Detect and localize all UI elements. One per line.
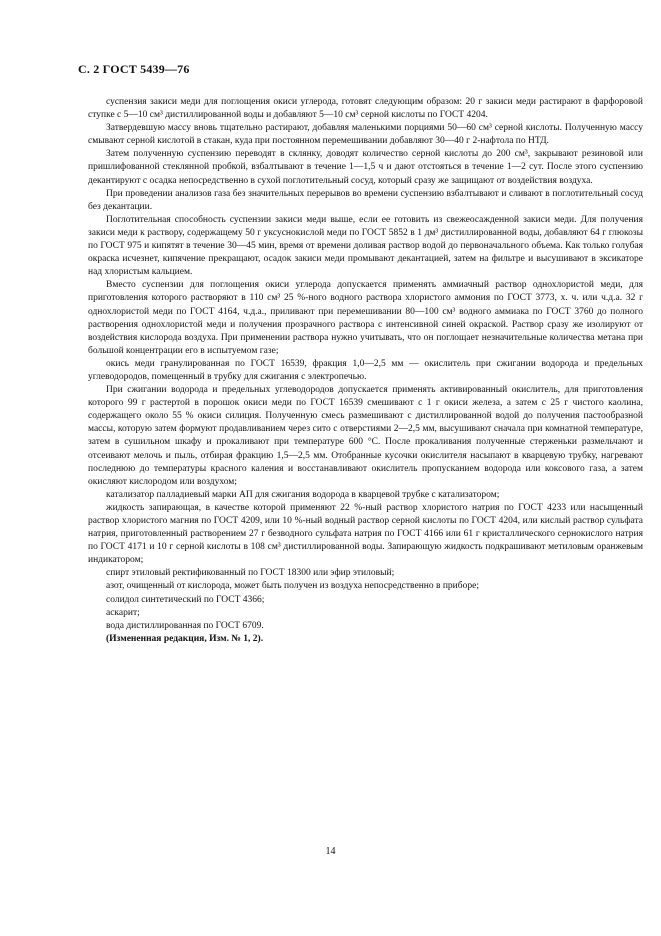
paragraph: При сжигании водорода и предельных углеводородов допускается применять активированный окислитель, для приготовления которого 99 г растертой в порошок окиси меди по ГОСТ 16539 смешивают с 1 г окиси железа, а затем с 25 г чистого каолина, содержащего около 55 % окиси силиция. Полученную смесь размешивают с дистиллированной водой до получения пастообразной массы, которую затем формуют продавливанием через сито с отверстиями 2—2,5 мм, высушивают сначала при комнатной температуре, затем в сушильном шкафу и прокаливают при температуре 600 °С. После прокаливания полученные стерженьки размельчают и отсеивают мелочь и пыль, отбирая фракцию 1,5—2,5 мм. Отобранные кусочки окислителя насыпают в кварцевую трубку, нагревают последнюю до температуры красного каления и восстанавливают окислитель пропусканием водорода или коксового газа, а затем окисляют кислородом или воздухом; [88,385,643,487]
paragraph: катализатор палладиевый марки АП для сжигания водорода в кварцевой трубке с катализатором; [106,489,500,500]
revision-note: (Измененная редакция, Изм. № 1, 2). [106,633,264,644]
list-item: азот, очищенный от кислорода, может быть получен из воздуха непосредственно в приборе; [106,581,479,592]
list-item: аскарит; [106,607,140,618]
page-header: С. 2 ГОСТ 5439—76 [78,62,190,76]
paragraph: Затвердевшую массу вновь тщательно растирают, добавляя маленькими порциями 50—60 см³ серной кислоты. Полученную массу смывают серной кислотой в стакан, куда при постоянном перемешивании добавляют 30—40 г 2-нафтола по НТД. [88,123,643,147]
paragraph: жидкость запирающая, в качестве которой применяют 22 %-ный раствор хлористого натрия по ГОСТ 4233 или насыщенный раствор хлористого магния по ГОСТ 4209, или 10 %-ный водный раствор серной кислоты по ГОСТ 4204, или кислый раствор сульфата натрия, приготовленный растворением 27 г безводного сульфата натрия по ГОСТ 4166 или 61 г кристаллического сернокислого натрия по ГОСТ 4171 и 10 г серной кислоты в 108 см³ дистиллированной воды. Запирающую жидкость подкрашивают метиловым оранжевым индикатором; [88,502,643,566]
list-item: вода дистиллированная по ГОСТ 6709. [106,620,264,631]
paragraph: Вместо суспензии для поглощения окиси углерода допускается применять аммиачный раствор однохлористой меди, для приготовления которого растворяют в 110 см³ 25 %-ного водного раствора хлористого аммония по ГОСТ 3773, х. ч. или ч.д.а. 32 г однохлористой меди по ГОСТ 4164, ч.д.а., приливают при перемешивании 80—100 см³ водного аммиака по ГОСТ 3760 до полного растворения однохлористой меди и получения прозрачного раствора с интенсивной синей окраской. Раствор сразу же изолируют от воздействия кислорода воздуха. При применении раствора нужно учитывать, что он поглощает незначительные количества метана при большой концентрации его в испытуемом газе; [88,280,643,356]
list-item: спирт этиловый ректификованный по ГОСТ 18300 или эфир этиловый; [106,568,395,579]
list-item: солидол синтетический по ГОСТ 4366; [106,594,265,605]
paragraph: При проведении анализов газа без значительных перерывов во времени суспензию взбалтывают и сливают в поглотительный сосуд без декантации. [88,188,643,212]
paragraph: Поглотительная способность суспензии закиси меди выше, если ее готовить из свежеосажденной закиси меди. Для получения закиси меди к раствору, содержащему 50 г уксуснокислой меди по ГОСТ 5852 в 1 дм³ дистиллированной воды, добавляют 64 г глюкозы по ГОСТ 975 и кипятят в течение 30—45 мин, время от времени доливая раствор водой до первоначального объема. Как только голубая окраска исчезнет, кипячение прекращают, осадок закиси меди промывают декантацией, затем на фильтре и высушивают в эксикаторе над хлористым кальцием. [88,214,643,278]
document-body [88,96,643,646]
paragraph: окись меди гранулированная по ГОСТ 16539, фракция 1,0—2,5 мм — окислитель при сжигании водорода и предельных углеводородов, помещенный в трубку для сжигания с электропечью. [88,358,643,382]
paragraph: суспензия закиси меди для поглощения окиси углерода, готовят следующим образом: 20 г закиси меди растирают в фарфоровой ступке с 5—10 см³ дистиллированной воды и добавляют 5—10 см³ серной кислоты по ГОСТ 4204. [88,97,643,121]
page-number: 14 [325,846,336,857]
paragraph: Затем полученную суспензию переводят в склянку, доводят количество серной кислоты до 200 см³, закрывают резиновой или пришлифованной стеклянной пробкой, взбалтывают в течение 1—1,5 ч и дают отстояться в течение 1—2 сут. После этого суспензию декантируют с осадка непосредственно в сухой поглотительный сосуд, который сразу же защищают от воздействия воздуха. [88,149,643,186]
